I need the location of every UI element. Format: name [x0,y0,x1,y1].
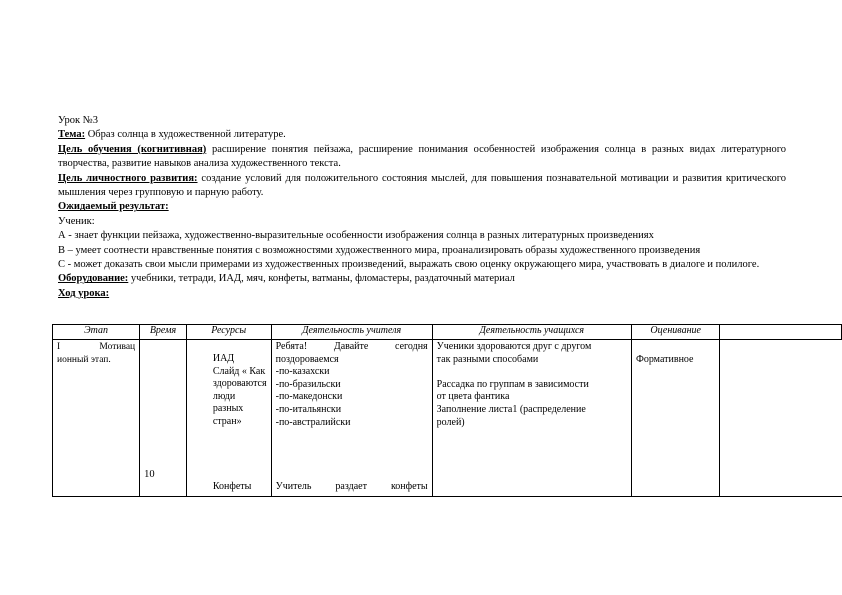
teacher-bottom-line: Учитель раздает конфеты [275,481,428,492]
cell-assessment [631,340,720,497]
students-line: так разными способами [436,353,539,365]
table-row [53,340,842,497]
cell-resources [186,340,271,497]
header-empty [720,325,842,340]
equipment-label: Оборудование: [58,273,129,285]
time-value: 10 [144,469,155,480]
lesson-table [52,324,842,497]
topic-line [58,128,786,142]
resource-candies: Конфеты [212,481,252,492]
teacher-line: -по-австралийски [275,416,351,428]
resource-line: стран» [212,415,242,427]
header-stage: Этап [53,325,140,340]
header-teacher: Деятельность учителя [271,325,432,340]
students-line: ролей) [436,416,465,428]
stage-number: I [57,342,61,352]
resource-line: ИАД [212,353,235,364]
expected-result-line [58,200,786,214]
header-resources: Ресурсы [186,325,271,340]
personal-goal-text: создание условий для положительного состояния мыслей, для повышения познавательной мотивации и развития критического мышления через групповую и парную работу. [58,172,786,199]
teacher-line: -по-казахски [275,366,330,378]
stage-rest: ионный этап. [57,354,111,365]
teacher-line: -по-итальянски [275,403,342,415]
student-label: Ученик: [58,215,95,227]
cell-students [432,340,631,497]
teacher-line: Ребята! Давайте сегодня [275,341,428,352]
resource-line: здороваются [212,378,267,390]
header-students: Деятельность учащихся [432,325,631,340]
students-line: Заполнение листа1 (распределение [436,403,586,415]
goal-paragraph [58,143,786,172]
assessment-value: Формативное [635,354,694,365]
topic-label: Тема: [58,129,86,141]
personal-goal-paragraph [58,172,786,201]
goal-label: Цель обучения (когнитивная) [58,143,207,155]
personal-goal-label: Цель личностного развития: [58,172,198,184]
teacher-line: поздороваемся [275,353,339,365]
topic-text: Образ солнца в художественной литературе. [85,129,286,141]
resource-line: люди разных [212,390,244,415]
header-assessment: Оценивание [631,325,720,340]
header-time: Время [140,325,187,340]
result-c: С - может доказать свои мысли примерами из художественных произведений, выражать свою оценку окружающего мира, участвовать в диалоге и полилоге. [58,259,760,271]
course-label: Ход урока: [58,287,110,299]
cell-stage [53,340,140,497]
result-a: А - знает функции пейзажа, художественно-выразительные особенности изображения солнца в разных литературных произведениях [58,230,654,242]
teacher-line: -по-бразильски [275,378,341,390]
table-header-row [53,325,842,340]
equipment-line [58,272,786,286]
cell-teacher [271,340,432,497]
students-line: Ученики здороваются друг с другом [436,341,592,352]
lesson-number: Урок №3 [58,115,99,126]
result-b: В – умеет соотнести нравственные понятия с возможностями художественного мира, проанализировать образы художественного произведения [58,244,701,256]
students-line: от цвета фантика [436,391,510,403]
teacher-line: -по-македонски [275,391,343,403]
goal-text: расширение понятия пейзажа, расширение понимания особенностей изображения солнца в разных видах литературного творчества, развитие навыков анализа художественного текста. [58,143,786,170]
expected-result-label: Ожидаемый результат: [58,201,169,213]
equipment-text: учебники, тетради, ИАД, мяч, конфеты, ватманы, фломастеры, раздаточный материал [128,273,515,285]
course-line [58,287,786,301]
cell-time [140,340,187,497]
resource-line: Слайд « Как [212,365,266,377]
stage-word: Мотивац [99,342,136,352]
cell-empty [720,340,842,497]
lesson-plan [58,114,786,301]
students-line: Рассадка по группам в зависимости [436,378,589,390]
